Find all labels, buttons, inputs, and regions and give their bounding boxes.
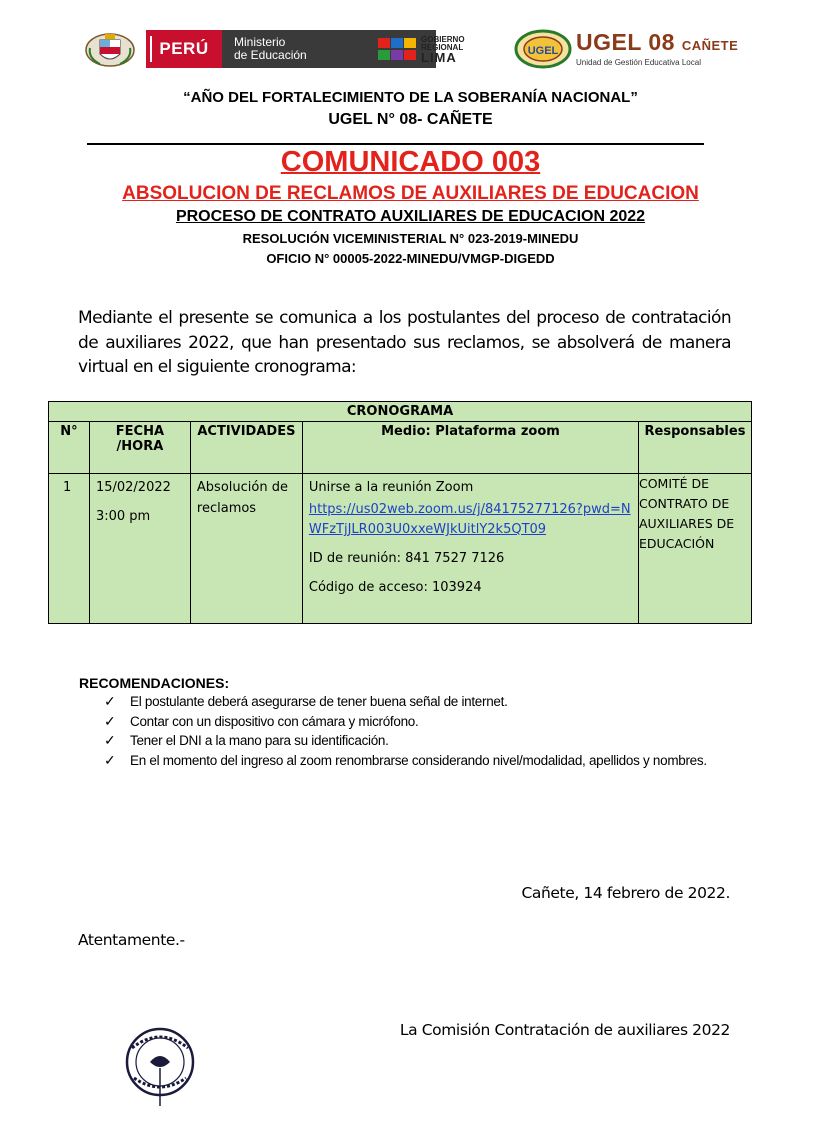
header-number: N° xyxy=(49,422,90,474)
ministry-line-1: Ministerio xyxy=(234,35,286,49)
ministry-line-2: de Educación xyxy=(234,48,307,62)
row-medium xyxy=(302,474,638,624)
checkmark-icon: ✓ xyxy=(104,712,116,729)
recommendation-text: El postulante deberá asegurarse de tener buena señal de internet. xyxy=(130,694,508,710)
ugel-title-city: CAÑETE xyxy=(681,38,739,53)
row-date: 15/02/2022 xyxy=(95,480,171,495)
process-name: PROCESO DE CONTRATO AUXILIARES DE EDUCACION 2022 xyxy=(175,208,646,225)
ugel-title-main: UGEL 08 xyxy=(576,29,675,55)
place-date: Cañete, 14 febrero de 2022. xyxy=(521,884,730,902)
resolution-reference: RESOLUCIÓN VICEMINISTERIAL N° 023-2019-MINEDU xyxy=(242,231,579,246)
recommendations-list xyxy=(104,692,707,770)
schedule-header-row xyxy=(49,422,752,474)
header-divider xyxy=(87,143,704,145)
list-item xyxy=(104,692,707,712)
header-medium: Medio: Plataforma zoom xyxy=(302,422,638,474)
ugel-title xyxy=(576,31,738,57)
list-item xyxy=(104,731,707,751)
recommendation-text: Contar con un dispositivo con cámara y micrófono. xyxy=(130,713,419,729)
gore-lima-text xyxy=(421,36,465,64)
table-row xyxy=(49,474,752,624)
gore-line-2: REGIONAL xyxy=(421,43,464,52)
zoom-meeting-id: ID de reunión: 841 7527 7126 xyxy=(308,551,505,566)
gore-line-1: GOBIERNO xyxy=(421,35,465,44)
peru-coat-of-arms-icon xyxy=(84,30,136,68)
checkmark-icon: ✓ xyxy=(104,693,116,710)
recommendation-text: En el momento del ingreso al zoom renombrarse considerando nivel/modalidad, apellidos y nombres. xyxy=(130,752,707,768)
checkmark-icon: ✓ xyxy=(104,732,116,749)
office-reference: OFICIO N° 00005-2022-MINEDU/VMGP-DIGEDD xyxy=(266,251,555,266)
list-item xyxy=(104,712,707,732)
gore-lima-icon xyxy=(378,36,416,64)
ugel-text xyxy=(576,31,738,67)
row-number: 1 xyxy=(49,474,90,624)
ugel-subtitle: Unidad de Gestión Educativa Local xyxy=(576,58,701,67)
schedule-caption-row xyxy=(49,402,752,422)
gore-lima-logo xyxy=(378,34,488,66)
zoom-access-code: Código de acceso: 103924 xyxy=(308,580,482,595)
checkmark-icon: ✓ xyxy=(104,751,116,768)
header-responsible: Responsables xyxy=(638,422,751,474)
schedule-table xyxy=(48,401,752,624)
ugel-seal-text: UGEL xyxy=(527,45,559,57)
zoom-join-text: Unirse a la reunión Zoom xyxy=(308,480,474,495)
list-item xyxy=(104,751,707,771)
greeting: Atentamente.- xyxy=(78,931,185,949)
peru-label: PERÚ xyxy=(146,30,222,68)
row-activity: Absolución de reclamos xyxy=(190,474,302,624)
recommendation-text: Tener el DNI a la mano para su identificación. xyxy=(130,733,389,749)
row-time: 3:00 pm xyxy=(95,509,151,524)
row-responsible: COMITÉ DE CONTRATO DE AUXILIARES DE EDUCACIÓN xyxy=(638,474,751,624)
issuing-unit: UGEL N° 08- CAÑETE xyxy=(328,111,493,128)
ugel-seal-icon xyxy=(514,29,572,69)
intro-paragraph: Mediante el presente se comunica a los postulantes del proceso de contratación de auxiliares 2022, que han presentado sus reclamos, se absolverá de manera virtual en el siguiente cronograma: xyxy=(78,308,731,377)
gore-line-3: LIMA xyxy=(421,50,457,65)
recommendations-title: RECOMENDACIONES: xyxy=(79,675,230,691)
header-logos xyxy=(82,28,752,72)
header-activities: ACTIVIDADES xyxy=(190,422,302,474)
signature-line: La Comisión Contratación de auxiliares 2022 xyxy=(399,1021,730,1039)
ugel-logo xyxy=(514,28,752,70)
official-stamp-icon xyxy=(110,1018,210,1108)
schedule-caption: CRONOGRAMA xyxy=(49,402,752,422)
year-name: “AÑO DEL FORTALECIMIENTO DE LA SOBERANÍA NACIONAL” xyxy=(183,89,638,106)
document-subtitle: ABSOLUCION DE RECLAMOS DE AUXILIARES DE EDUCACION xyxy=(122,183,699,204)
zoom-link[interactable]: https://us02web.zoom.us/j/84175277126?pwd=NWFzTjJLR003U0xxeWJkUitlY2k5QT09 xyxy=(308,502,631,537)
document-title: COMUNICADO 003 xyxy=(280,146,541,178)
row-date-time xyxy=(89,474,190,624)
header-date-time: FECHA /HORA xyxy=(89,422,190,474)
